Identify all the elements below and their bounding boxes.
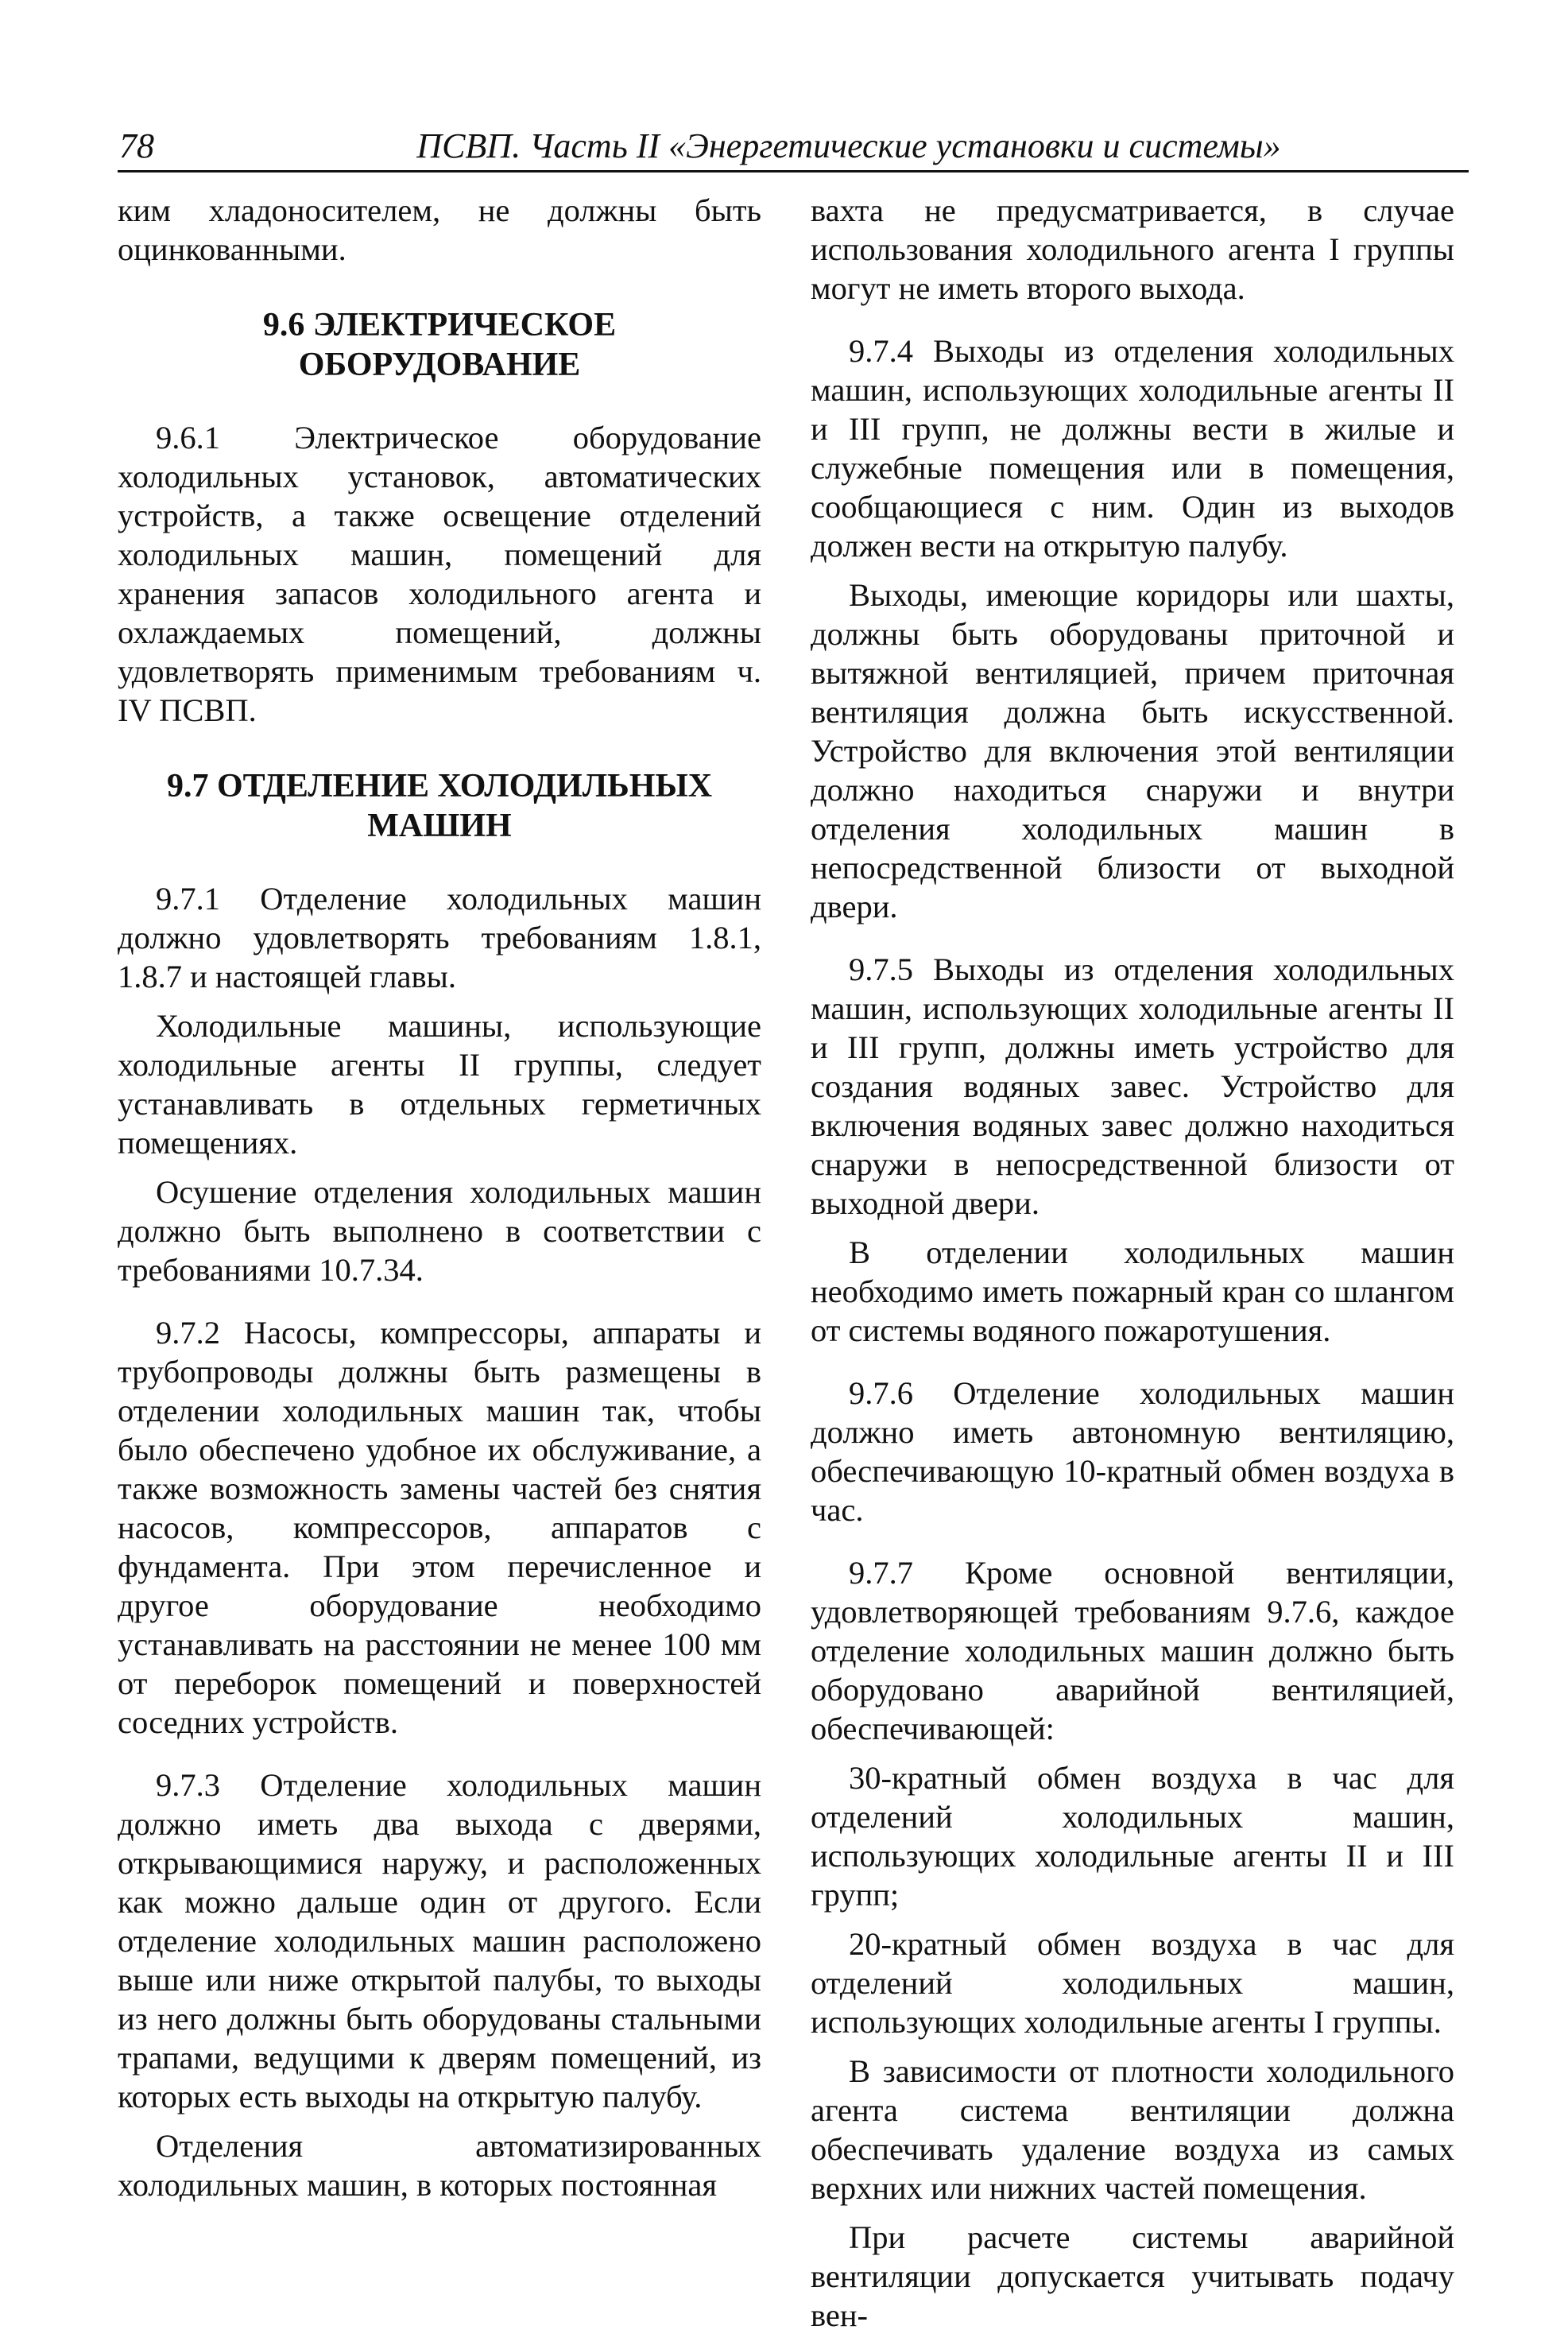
clause-number: 9.7.4 xyxy=(849,333,913,369)
clause-9-7-2 xyxy=(118,1313,761,1742)
section-heading-9-7 xyxy=(118,766,761,846)
right-column xyxy=(811,191,1454,2345)
running-title: ПСВП. Часть II «Энергетические установки и системы» xyxy=(416,126,1281,165)
clause-number: 9.7.6 xyxy=(849,1375,913,1411)
paragraph-continuation: ким хладоносителем, не должны быть оцинкованными. xyxy=(118,192,761,267)
left-column xyxy=(118,191,761,2215)
page-header xyxy=(118,124,1469,172)
paragraph: Холодильные машины, использующие холодильные агенты II группы, следует устанавливать в отдельных герметичных помещениях. xyxy=(118,1008,761,1161)
clause-number: 9.7.2 xyxy=(156,1315,220,1351)
clause-text: Выходы из отделения холодильных машин, использующих холодильные агенты II и III групп, должны иметь устройство для создания водяных завес. Устройство для включения водяных завес должно находиться снаружи в непосредственной близости от выходной двери. xyxy=(811,952,1454,1221)
clause-9-7-4 xyxy=(811,331,1454,565)
clause-number: 9.7.5 xyxy=(849,952,913,987)
clause-9-7-7 xyxy=(811,1553,1454,1748)
section-heading-line: ОБОРУДОВАНИЕ xyxy=(298,347,581,383)
clause-9-7-6 xyxy=(811,1374,1454,1529)
paragraph: В отделении холодильных машин необходимо иметь пожарный кран со шлангом от системы водяного пожаротушения. xyxy=(811,1235,1454,1348)
clause-text: Отделение холодильных машин должно иметь два выхода с дверями, открывающимися наружу, и расположенных как можно дальше один от другого. Если отделение холодильных машин расположено выше или ниже открытой палубы, то выходы из него должны быть оборудованы стальными трапами, ведущими к дверям помещений, из которых есть выходы на открытую палубу. xyxy=(118,1767,762,2114)
paragraph: Выходы, имеющие коридоры или шахты, должны быть оборудованы приточной и вытяжной вентиляцией, причем приточная вентиляция должна быть искусственной. Устройство для включения этой вентиляции должно находиться снаружи и внутри отделения холодильных машин в непосредственной близости от выходной двери. xyxy=(811,577,1454,924)
paragraph: 30-кратный обмен воздуха в час для отделений холодильных машин, использующих холодильные агенты II и III групп; xyxy=(811,1760,1454,1913)
clause-9-7-3 xyxy=(118,1766,761,2116)
section-heading-9-6 xyxy=(118,305,761,385)
paragraph: Осушение отделения холодильных машин должно быть выполнено в соответствии с требованиями 10.7.34. xyxy=(118,1174,761,1288)
paragraph: 20-кратный обмен воздуха в час для отделений холодильных машин, использующих холодильные агенты I группы. xyxy=(811,1926,1454,2040)
section-heading-line: 9.7 ОТДЕЛЕНИЕ ХОЛОДИЛЬНЫХ xyxy=(166,768,713,804)
paragraph: Отделения автоматизированных холодильных машин, в которых постоянная xyxy=(118,2128,761,2203)
clause-9-7-1 xyxy=(118,879,761,996)
clause-text: Насосы, компрессоры, аппараты и трубопроводы должны быть размещены в отделении холодильных машин так, чтобы было обеспечено удобное их обслуживание, а также возможность замены частей без снятия насосов, компрессоров, аппаратов с фундамента. При этом перечисленное и другое оборудование необходимо устанавливать на расстоянии не менее 100 мм от переборок помещений и поверхностей соседних устройств. xyxy=(118,1315,761,1740)
clause-text: Электрическое оборудование холодильных установок, автоматических устройств, а также освещение отделений холодильных машин, помещений для хранения запасов холодильного агента и охлаждаемых помещений, должны удовлетворять применимым требованиям ч. IV ПСВП. xyxy=(118,420,761,728)
section-heading-line: МАШИН xyxy=(367,808,512,844)
clause-number: 9.7.1 xyxy=(156,881,220,917)
clause-9-7-5 xyxy=(811,950,1454,1223)
clause-text: Отделение холодильных машин должно иметь автономную вентиляцию, обеспечивающую 10-кратный обмен воздуха в час. xyxy=(811,1375,1455,1528)
clause-text: Отделение холодильных машин должно удовлетворять требованиям 1.8.1, 1.8.7 и настоящей главы. xyxy=(118,881,762,994)
clause-number: 9.7.3 xyxy=(156,1767,220,1803)
clause-number: 9.6.1 xyxy=(156,420,220,455)
paragraph: При расчете системы аварийной вентиляции допускается учитывать подачу вен- xyxy=(811,2219,1454,2333)
clause-number: 9.7.7 xyxy=(849,1555,913,1591)
section-heading-line: 9.6 ЭЛЕКТРИЧЕСКОЕ xyxy=(262,307,617,343)
paragraph: В зависимости от плотности холодильного агента система вентиляции должна обеспечивать удаление воздуха из самых верхних или нижних частей помещения. xyxy=(811,2053,1454,2206)
clause-9-6-1 xyxy=(118,418,761,730)
clause-text: Выходы из отделения холодильных машин, использующих холодильные агенты II и III групп, не должны вести в жилые и служебные помещения или в помещения, сообщающиеся с ним. Один из выходов должен вести на открытую палубу. xyxy=(811,333,1454,564)
clause-text: Кроме основной вентиляции, удовлетворяющей требованиям 9.7.6, каждое отделение холодильных машин должно быть оборудовано аварийной вентиляцией, обеспечивающей: xyxy=(811,1555,1455,1746)
page-number: 78 xyxy=(119,126,154,165)
paragraph-continuation: вахта не предусматривается, в случае использования холодильного агента I группы могут не иметь второго выхода. xyxy=(811,192,1454,306)
